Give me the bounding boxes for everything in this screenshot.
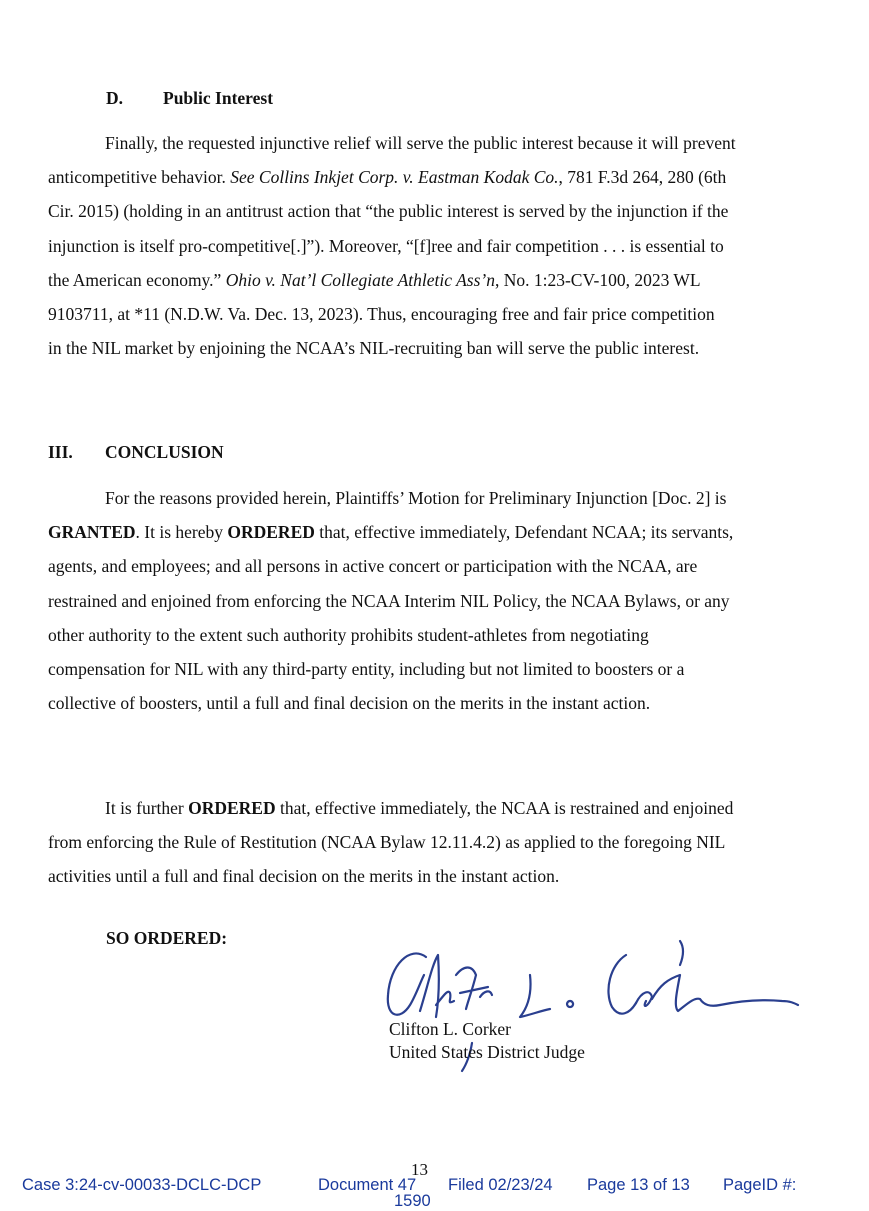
section-iii-label: III. (48, 442, 73, 462)
ordered-text: ORDERED (227, 522, 315, 543)
case-citation: Ohio v. Nat’l Collegiate Athletic Ass’n (225, 269, 495, 290)
conclusion-paragraph (48, 481, 797, 720)
text-line: For the reasons provided herein, Plaintiffs’ Motion for Preliminary Injunction [Doc. 2] is (105, 488, 727, 508)
public-interest-paragraph (48, 126, 797, 365)
filing-footer (0, 1172, 869, 1210)
text-line: 9103711, at *11 (N.D.W. Va. Dec. 13, 2023). Thus, encouraging free and fair price competition (48, 304, 715, 325)
text-line: in the NIL market by enjoining the NCAA’s NIL-recruiting ban will serve the public interest. (48, 338, 700, 359)
text-line: collective of boosters, until a full and final decision on the merits in the instant action. (48, 693, 651, 714)
text-line (48, 263, 797, 297)
text-line: injunction is itself pro-competitive[.]”). Moreover, “[f]ree and fair competition . . . is essential to (48, 235, 724, 256)
footer-pageid-continued: 1590 (394, 1192, 431, 1210)
text-line (48, 515, 797, 549)
judge-title: United States District Judge (389, 1042, 585, 1062)
section-iii-heading (48, 442, 224, 463)
text-span: , No. 1:23-CV-100, 2023 WL (494, 269, 701, 290)
restitution-paragraph (48, 791, 797, 894)
section-iii-title: CONCLUSION (105, 442, 224, 462)
judge-name: Clifton L. Corker (389, 1019, 511, 1039)
text-span: that, effective immediately, Defendant NCAA; its servants, (319, 522, 734, 543)
text-span: the American economy.” (48, 269, 222, 290)
page-number: 13 (411, 1160, 428, 1179)
text-line: Cir. 2015) (holding in an antitrust action that “the public interest is served by the injunction if the (48, 201, 729, 222)
text-line (48, 160, 797, 194)
text-span: anticompetitive behavior. (48, 167, 226, 188)
case-citation: See Collins Inkjet Corp. v. Eastman Kodak Co. (230, 167, 559, 188)
text-line: compensation for NIL with any third-party entity, including but not limited to boosters or a (48, 659, 685, 680)
text-line: Finally, the requested injunctive relief will serve the public interest because it will prevent (105, 133, 736, 153)
text-line: restrained and enjoined from enforcing the NCAA Interim NIL Policy, the NCAA Bylaws, or any (48, 590, 730, 611)
text-line: from enforcing the Rule of Restitution (NCAA Bylaw 12.11.4.2) as applied to the foregoing NIL (48, 832, 726, 853)
so-ordered: SO ORDERED: (106, 928, 228, 948)
footer-page-count: Page 13 of 13 (587, 1176, 690, 1194)
granted-text: GRANTED (48, 522, 136, 543)
footer-filed-date: Filed 02/23/24 (448, 1176, 553, 1194)
text-line: other authority to the extent such authority prohibits student-athletes from negotiating (48, 624, 649, 645)
text-span: It is further (105, 798, 184, 818)
section-d-title: Public Interest (163, 88, 274, 108)
section-d-heading (106, 88, 273, 109)
footer-case-number: Case 3:24-cv-00033-DCLC-DCP (22, 1176, 262, 1194)
text-line: activities until a full and final decision on the merits in the instant action. (48, 866, 560, 887)
section-d-label: D. (106, 88, 124, 108)
text-span: . It is hereby (135, 522, 223, 543)
text-span: , 781 F.3d 264, 280 (6th (558, 167, 727, 188)
text-line (48, 791, 797, 825)
footer-pageid: PageID #: (723, 1176, 797, 1194)
text-line: agents, and employees; and all persons in active concert or participation with the NCAA, are (48, 556, 698, 577)
text-span: that, effective immediately, the NCAA is restrained and enjoined (280, 798, 734, 818)
ordered-text: ORDERED (188, 798, 276, 818)
footer-document: Document 47 (318, 1176, 417, 1194)
